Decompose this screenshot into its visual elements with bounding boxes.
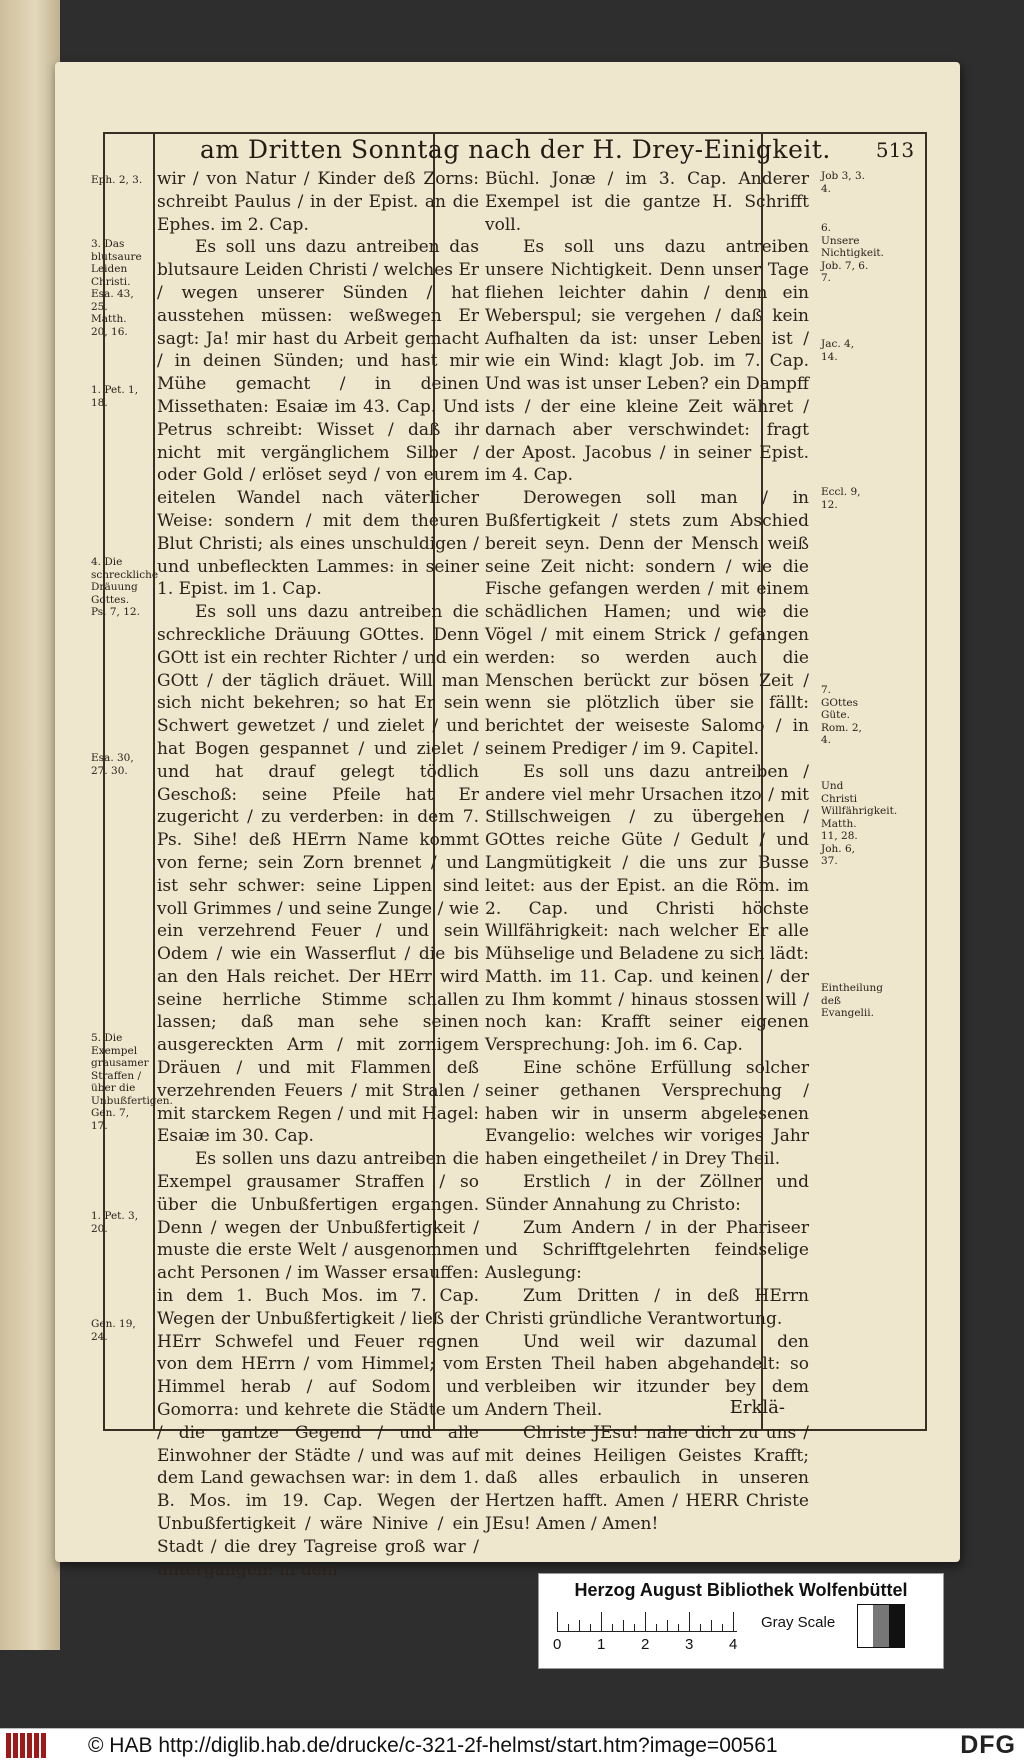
- marginal-note: Job 3, 3. 4.: [821, 170, 865, 195]
- paragraph: Es soll uns dazu antreiben / andere viel mehr Ursachen itzo / mit Stillschweigen / zu übergehen / GOttes reiche Güte / Gedult / und Langmütigkeit / die uns zur Busse leitet: aus der Epist. an die Röm. im 2. Cap. und Christi höchste Willfährigkeit: nach welcher Er alle Mühselige und Beladene zu sich lädt: Matth. im 11. Cap. und keinen / der zu Ihm kommt / hinaus stossen will / noch kan: Krafft seiner eigenen Versprechung: Joh. im 6. Cap.: [485, 761, 809, 1056]
- marginal-note: Eph. 2, 3.: [91, 174, 143, 186]
- paragraph: Es sollen uns dazu antreiben die Exempel grausamer Straffen / so über die Unbußfertigen ergangen. Denn / wegen der Unbußfertigkeit / muste die erste Welt / ausgenommen acht Personen / im Wasser ersauffen: in dem 1. Buch Mos. im 7. Cap. Wegen der Unbußfertigkeit / ließ der HErr Schwefel und Feuer regnen von dem HErrn / vom Himmel; vom Himmel herab / auf Sodom und Gomorra: und kehrete die Städte um / die gantze Gegend / und alle Einwohner der Städte / und was auf dem Land gewachsen war: in dem 1. B. Mos. im 19. Cap. Wegen der Unbußfertigkeit / wäre Ninive / ein Stadt / die drey Tagreise groß war / untergangen: in dem: [157, 1149, 479, 1580]
- ruler-tick: [623, 1620, 624, 1632]
- page-number: 513: [875, 138, 915, 162]
- dfg-logo: DFG: [960, 1731, 1016, 1759]
- ruler-number: 2: [641, 1636, 650, 1653]
- paragraph: Derowegen soll man / in Bußfertigkeit / stets zum Abschied bereit seyn. Denn der Mensch weiß seine Zeit nicht: sondern / wie die Fische gefangen werden / mit einem schädlichen Hamen; und wie die Vögel / mit einem Strick / gefangen werden: so werden auch die Menschen berückt zur bösen Zeit / wenn sie plötzlich über sie fällt: berichtet der weiseste Salomo / in seinem Prediger / im 9. Capitel.: [485, 488, 809, 759]
- ruler-tick: [634, 1624, 635, 1632]
- source-url[interactable]: © HAB http://diglib.hab.de/drucke/c-321-2f-helmst/start.htm?image=00561: [88, 1734, 778, 1757]
- previous-page-edge: [0, 0, 60, 1650]
- paragraph: Zum Dritten / in deß HErrn Christi gründliche Verantwortung.: [485, 1286, 809, 1329]
- ruler-number: 0: [553, 1636, 562, 1653]
- ruler-tick: [579, 1620, 580, 1632]
- ruler-number: 3: [685, 1636, 694, 1653]
- ruler-tick: [645, 1612, 646, 1632]
- paragraph: Zum Andern / in der Phariseer und Schrifftgelehrten feindselige Auslegung:: [485, 1217, 809, 1284]
- paragraph: Und weil wir dazumal den Ersten Theil haben abgehandelt: so verbleiben wir itzunder bey dem Andern Theil.: [485, 1331, 809, 1421]
- marginal-note: 1. Pet. 3, 20.: [91, 1210, 139, 1235]
- paragraph: wir / von Natur / Kinder deß Zorns: schreibt Paulus / in der Epist. an die Ephes. im 2. Cap.: [157, 169, 479, 235]
- marginal-note: 5. Die Exempel grausamer Straffen / über die Unbußfertigen. Gen. 7, 17.: [91, 1032, 173, 1132]
- gray-scale-patch: [857, 1604, 905, 1648]
- ruler-tick: [667, 1620, 668, 1632]
- paragraph: Büchl. Jonæ / im 3. Cap. Anderer Exempel ist die gantze H. Schrifft voll.: [485, 169, 809, 235]
- ruler: [557, 1612, 737, 1632]
- marginal-note: 1. Pet. 1, 18.: [91, 384, 139, 409]
- ruler-baseline: [557, 1631, 737, 1632]
- chart-title: Herzog August Bibliothek Wolfenbüttel: [574, 1580, 908, 1600]
- footer-bar: [0, 1728, 1024, 1762]
- gray-scale-label: Gray Scale: [761, 1614, 836, 1631]
- marginal-note: Eintheilung deß Evangelii.: [821, 982, 883, 1019]
- ruler-number: 4: [729, 1636, 738, 1653]
- running-head: am Dritten Sonntag nach der H. Drey-Einigkeit.: [200, 135, 831, 164]
- marginal-note: Und Christi Willfährigkeit. Matth. 11, 28. Joh. 6, 37.: [821, 780, 898, 867]
- paragraph: Eine schöne Erfüllung solcher seiner gethanen Versprechung / haben wir in unserm abgelesenen Evangelio: welches wir voriges Jahr haben eingetheilet / in Drey Theil.: [485, 1058, 809, 1170]
- marginal-note: 4. Die schreckliche Dräuung Gottes. Ps. 7, 12.: [91, 556, 159, 618]
- ruler-tick: [689, 1612, 690, 1632]
- marginal-note: Eccl. 9, 12.: [821, 486, 861, 511]
- ruler-number: 1: [597, 1636, 606, 1653]
- ruler-tick: [711, 1620, 712, 1632]
- ruler-tick: [722, 1624, 723, 1632]
- marginal-note: 7. GOttes Güte. Rom. 2, 4.: [821, 684, 862, 746]
- ruler-tick: [678, 1624, 679, 1632]
- hab-logo-icon: [6, 1733, 46, 1758]
- paragraph: Es soll uns dazu antreiben das blutsaure Leiden Christi / welches Er / wegen unserer Sünden / hat ausstehen müssen: weßwegen Er sagt: Ja! mir hast du Arbeit gemacht / in deinen Sünden; und hast mir Mühe gemacht / in deinen Missethaten: Esaiæ im 43. Cap. Und Petrus schreibt: Wisset / daß ihr nicht mit vergänglichem Silber / oder Gold / erlöset seyd / von eurem eitelen Wandel nach väterlicher Weise: sondern / mit dem theuren Blut Christi; als eines unschuldigen / und unbefleckten Lammes: in seiner 1. Epist. im 1. Cap.: [157, 237, 479, 600]
- color-chart: [538, 1573, 944, 1669]
- text-column-right: [485, 168, 809, 1535]
- marginal-note: 6. Unsere Nichtigkeit. Job. 7, 6. 7.: [821, 222, 884, 284]
- marginal-note: Esa. 30, 27. 30.: [91, 752, 134, 777]
- marginal-note: Gen. 19, 24.: [91, 1318, 136, 1343]
- ruler-tick: [568, 1624, 569, 1632]
- paragraph: Es soll uns dazu antreiben die schreckliche Dräuung GOttes. Denn GOtt ist ein rechter Richter / und ein GOtt / der täglich dräuet. Will man sich nicht bekehren; so hat Er sein Schwert gewetzet / und zielet / und hat Bogen gespannet / und zielet / und hat drauf gelegt tödlich Geschoß: seine Pfeile hat Er zugericht / zu verderben: in dem 7. Ps. Sihe! deß HErrn Name kommt von ferne; sein Zorn brennet / und ist sehr schwer: seine Lippen sind voll Grimmes / und seine Zunge / wie ein verzehrend Feuer / und sein Odem / wie ein Wasserflut / die bis an den Hals reichet. Der HErr wird seine herrliche Stimme schallen lassen; daß man sehe seinen ausgereckten Arm / mit zornigem Dräuen / und mit Flammen deß verzehrenden Feuers / mit Stralen / mit starckem Regen / und mit Hagel: Esaiæ im 30. Cap.: [157, 602, 479, 1147]
- ruler-tick: [612, 1624, 613, 1632]
- ruler-tick: [601, 1612, 602, 1632]
- margin-rule-left: [153, 134, 155, 1429]
- paragraph: Es soll uns dazu antreiben unsere Nichtigkeit. Denn unser Tage fliehen leichter dahin / denn ein Weberspul; sie vergehen / daß kein Aufhalten da ist: unser Leben ist / wie ein Wind: klagt Job. im 7. Cap. Und was ist unser Leben? ein Dampff ists / der eine kleine Zeit währet / darnach aber verschwindet: fragt der Apost. Jacobus / in seiner Epist. im 4. Cap.: [485, 237, 809, 486]
- paragraph: Christe JEsu! nahe dich zu uns / mit deines Heiligen Geistes Krafft; daß alles erbaulich in unseren Hertzen hafft. Amen / HERR Christe JEsu! Amen / Amen!: [485, 1422, 809, 1535]
- ruler-tick: [557, 1612, 558, 1632]
- text-column-left: [157, 168, 479, 1580]
- catchword: Erklä-: [729, 1397, 785, 1418]
- ruler-tick: [590, 1624, 591, 1632]
- book-page: [55, 62, 960, 1580]
- marginal-note: 3. Das blutsaure Leiden Christi. Esa. 43, 25. Matth. 20, 16.: [91, 238, 142, 338]
- ruler-tick: [733, 1612, 734, 1632]
- ruler-tick: [656, 1624, 657, 1632]
- marginal-note: Jac. 4, 14.: [821, 338, 855, 363]
- ruler-tick: [700, 1624, 701, 1632]
- paragraph: Erstlich / in der Zöllner und Sünder Annahung zu Christo:: [485, 1172, 809, 1215]
